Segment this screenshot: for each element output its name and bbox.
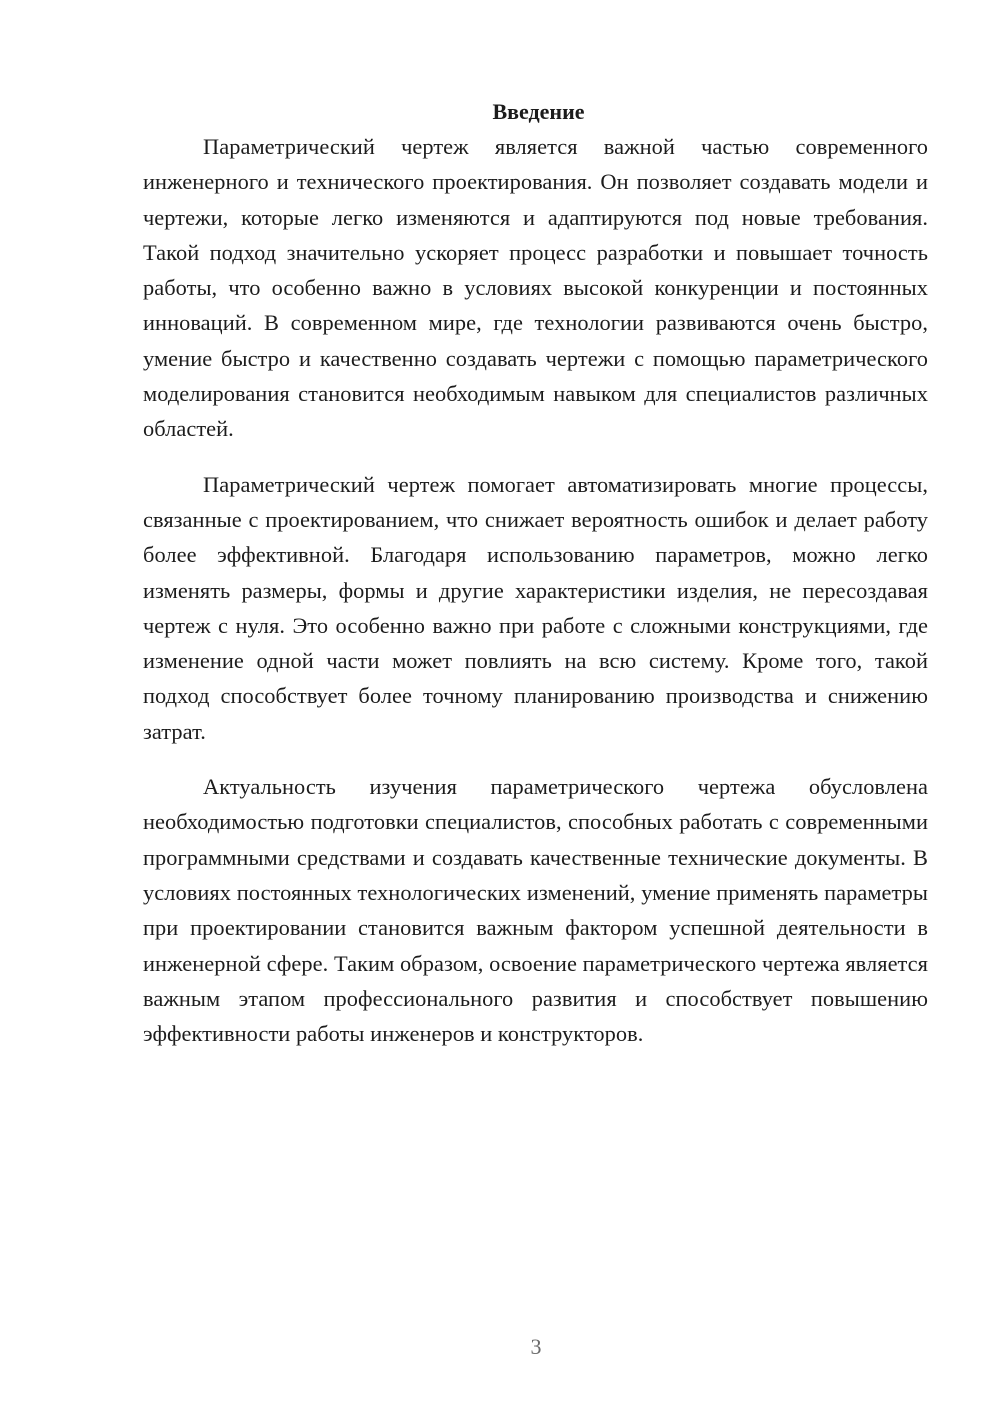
paragraph-1: Параметрический чертеж является важной частью современного инженерного и технического проектирования. Он позволяет создавать модели и чертежи, которые легко изменяются и адаптируются под новые требования. Такой подход значительно ускоряет процесс разработки и повышает точность работы, что особенно важно в условиях высокой конкуренции и постоянных инноваций. В современном мире, где технологии развиваются очень быстро, умение быстро и качественно создавать чертежи с помощью параметрического моделирования становится необходимым навыком для специалистов различных областей. bbox=[143, 134, 928, 442]
section-title: Введение bbox=[492, 99, 585, 124]
page-content bbox=[143, 94, 928, 1071]
paragraph-2: Параметрический чертеж помогает автоматизировать многие процессы, связанные с проектированием, что снижает вероятность ошибок и делает работу более эффективной. Благодаря использованию параметров, можно легко изменять размеры, формы и другие характеристики изделия, не пересоздавая чертеж с нуля. Это особенно важно при работе с сложными конструкциями, где изменение одной части может повлиять на всю систему. Кроме того, такой подход способствует более точному планированию производства и снижению затрат. bbox=[143, 471, 928, 744]
page-number: 3 bbox=[530, 1334, 542, 1359]
paragraph-3: Актуальность изучения параметрического чертежа обусловлена необходимостью подготовки специалистов, способных работать с современными программными средствами и создавать качественные технические документы. В условиях постоянных технологических изменений, умение применять параметры при проектировании становится важным фактором успешной деятельности в инженерной сфере. Таким образом, освоение параметрического чертежа является важным этапом профессионального развития и способствует повышению эффективности работы инженеров и конструкторов. bbox=[143, 774, 928, 1047]
